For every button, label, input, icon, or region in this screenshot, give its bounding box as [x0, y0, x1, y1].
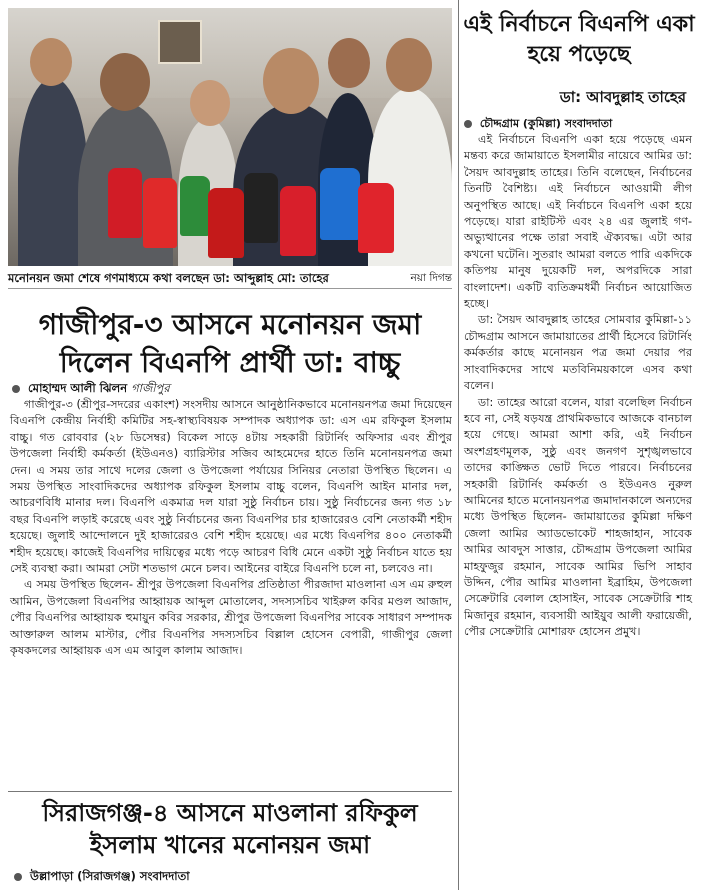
photo-caption [8, 268, 452, 289]
story3-headline: এই নির্বাচনে বিএনপি একা হয়ে পড়েছে [463, 12, 695, 67]
story1-body [10, 397, 452, 660]
story3-body [464, 132, 692, 641]
story2-byline-text: উল্লাপাড়া (সিরাজগঞ্জ) সংবাদদাতা [30, 869, 190, 883]
photo-caption-text: মনোনয়ন জমা শেষে গণমাধ্যমে কথা বলছেন ডা: আব্দুল্লাহ মো: তাহের [8, 271, 329, 285]
photo-credit: নয়া দিগন্ত [410, 272, 452, 284]
story3-subhead: ডা: আবদুল্লাহ তাহের [559, 88, 686, 106]
story3-paragraph: ডা: তাহের আরো বলেন, যারা বলেছিল নির্বাচন হবে না, সেই ষড়যন্ত্র প্রাথমিকভাবে আজকে বানচাল হয়ে গেছে। আমরা আশা করি, এই নির্বাচন অংশগ্রহণমূলক, সুষ্ঠু এবং জনগণ সুশৃঙ্খলভাবে তাদের কাঙ্ক্ষিত ভোট দিতে পারবে। নির্বাচনের সহকারী রিটার্নিং কর্মকর্তা ও ইউএনও নুরুল আমিনের হাতে মনোনয়নপত্র জমাদানকালে অন্যদের মধ্যে উপস্থিত ছিলেন- জামায়াতের কুমিল্লা দক্ষিণ জেলা আমির অ্যাডভোকেট শাহজাহান, সাবেক আমির আবদুস সাত্তার, চৌদ্দগ্রাম উপজেলা আমির মাহফুজুর রহমান, সাবেক আমির ভিপি সাহাব উদ্দিন, পৌর আমির মাওলানা ইব্রাহিম, উপজেলা সেক্রেটারি বেলাল হোসাইন, সাবেক সেক্রেটারি শাহ মিজানুর রহমান, ব্যবসায়ী আইয়ুব আলী ফরায়েজী, পৌর সেক্রেটারি মোশারফ হোসেন প্রমুখ। [464, 395, 692, 639]
news-photo [8, 8, 452, 266]
story1-byline-name: মোহাম্মদ আলী ঝিলন [28, 381, 128, 395]
divider [8, 791, 452, 792]
bullet-icon [12, 385, 20, 393]
bullet-icon [14, 873, 22, 881]
story1-paragraph: গাজীপুর-৩ (শ্রীপুর-সদরের একাংশ) সংসদীয় আসনে আনুষ্ঠানিকভাবে মনোনয়নপত্র জমা দিয়েছেন বিএনপি কেন্দ্রীয় নির্বাহী কমিটির সহ-স্বাস্থ্যবিষয়ক সম্পাদক অধ্যাপক ডা: এস এম রফিকুল ইসলাম বাচ্চু। গত রোববার (২৮ ডিসেম্বর) বিকেল সাড়ে ৪টায় সহকারী রিটার্নিং অফিসার এবং শ্রীপুর উপজেলা নির্বাহী কর্মকর্তা (ইউএনও) ব্যারিস্টার সজিব আহমেদের হাতে তিনি মনোনয়নপত্র জমা দেন। এ সময় তার সাথে দলের জেলা ও উপজেলা পর্যায়ের সিনিয়র নেতারা উপস্থিত ছিলেন। এ সময় উপস্থিত সাংবাদিকদের অধ্যাপক রফিকুল ইসলাম বাচ্চু বলেন, বিএনপি আইন মানার দল, আচরণবিধি মানার দল। বিএনপি একমাত্র দল যারা সুষ্ঠু নির্বাচন চায়। সুষ্ঠু নির্বাচনের জন্য গত ১৮ বছর বিএনপি লড়াই করেছে এবং সুষ্ঠু নির্বাচনের জন্য বিএনপির চার হাজারেরও বেশি নেতাকর্মী শহীদ হয়েছে। জুলাই আন্দোলনে দুই হাজারেরও বেশি শহীদ হয়েছে। এর মধ্যে বিএনপির ৪০০ নেতাকর্মী শহীদ হয়েছে। কাজেই বিএনপির দায়িত্বের মধ্যে পড়ে আচরণ বিধি মেনে একটা সুষ্ঠু নির্বাচন যাতে হয় সেই ব্যবস্থা করা। আমরা সেটা শতভাগ মেনে চলব। আইনের বাইরে বিএনপি চলে না, চলবেও না। [10, 398, 452, 576]
story1-headline: গাজীপুর-৩ আসনে মনোনয়ন জমা দিলেন বিএনপি প্রার্থী ডা: বাচ্চু [38, 308, 422, 379]
story1-byline [12, 380, 452, 396]
story2-headline: সিরাজগঞ্জ-৪ আসনে মাওলানা রফিকুল ইসলাম খানের মনোনয়ন জমা [42, 799, 418, 859]
story2-byline [14, 868, 454, 884]
story3-byline [464, 116, 698, 132]
story3-paragraph: ডা: সৈয়দ আবদুল্লাহ তাহের সোমবার কুমিল্লা-১১ চৌদ্দগ্রাম আসনে জামায়াতের প্রার্থী হিসেবে রিটার্নিং কর্মকর্তার কাছে মনোনয়ন পত্র জমা দেয়ার পর সাংবাদিকদের সাথে মতবিনিময়কালে এসব কথা বলেন। [464, 313, 692, 393]
story3-byline-text: চৌদ্দগ্রাম (কুমিল্লা) সংবাদদাতা [479, 117, 613, 130]
bullet-icon [464, 120, 472, 128]
story3-paragraph: এই নির্বাচনে বিএনপি একা হয়ে পড়েছে এমন মন্তব্য করে জামায়াতে ইসলামীর নায়েবে আমির ডা: সৈয়দ আবদুল্লাহ তাহের। তিনি বলেছেন, নির্বাচনের তিনটি বৈশিষ্ট্য। এই নির্বাচনে আওয়ামী লীগ অনুপস্থিত আছে। এই নির্বাচনে বিএনপি একা হয়ে পড়েছে। যারা রাইটিস্ট এবং ২৪ এর জুলাই গণ-অভ্যুত্থানের পক্ষে তারা সবাই ঐক্যবদ্ধ। এটা আর কখনো ঘটেনি। সুতরাং আমরা বলতে পারি একদিকে কতিপয় মানুষ দুয়েকটি দল, অপরদিকে সারা বাংলাদেশ। একটি ব্যতিক্রমধর্মী নির্বাচন আয়োজিত হচ্ছে। [464, 133, 692, 311]
story1-byline-place: গাজীপুর [131, 381, 170, 395]
column-divider [458, 0, 459, 890]
story1-paragraph: এ সময় উপস্থিত ছিলেন- শ্রীপুর উপজেলা বিএনপির প্রতিষ্ঠাতা পীরজাদা মাওলানা এস এম রুহুল আমিন, উপজেলা বিএনপির আহ্বায়ক আব্দুল মোতালেব, সদস্যসচিব খাইরুল কবির মণ্ডল আজাদ, পৌর বিএনপির আহ্বায়ক হুমায়ুন কবির সরকার, শ্রীপুর উপজেলা বিএনপির সাবেক সাধারণ সম্পাদক আক্তারুল আলম মাস্টার, পৌর বিএনপির সদস্যসচিব বিল্লাল হোসেন বেপারী, গাজীপুর জেলা কৃষকদলের আহ্বায়ক এস এম আবুল কালাম আজাদ। [10, 578, 452, 658]
